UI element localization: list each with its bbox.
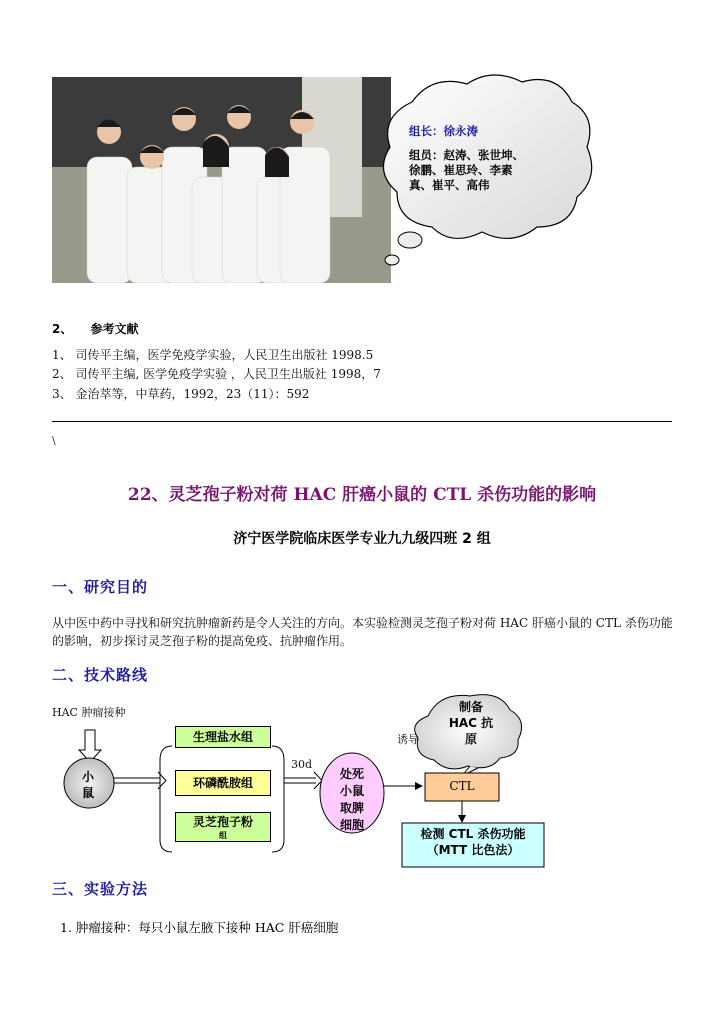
section-divider — [52, 421, 672, 422]
references-heading-number: 2、 — [52, 322, 73, 336]
team-members-line1: 组员：赵涛、张世坤、 — [409, 148, 524, 162]
diagram-kill-line1: 处死 — [339, 767, 364, 781]
article-title: 22、灵芝孢子粉对荷 HAC 肝癌小鼠的 CTL 杀伤功能的影响 — [127, 485, 597, 505]
diagram-prep-antigen-label — [436, 699, 506, 747]
reference-item-2: 2、 司传平主编, 医学免疫学实验 ，人民卫生出版社 1998，7 — [52, 367, 381, 381]
stray-mark: \ — [52, 434, 56, 447]
diagram-days-label: 30d — [291, 758, 313, 771]
diagram-induce-label: 诱导 — [397, 733, 419, 746]
team-leader: 组长：徐永涛 — [409, 124, 478, 138]
diagram-kill-line4: 细胞 — [339, 818, 364, 832]
reference-item-3: 3、 金治萃等，中草药，1992，23（11）：592 — [52, 387, 310, 401]
diagram-mouse-label — [82, 769, 94, 801]
group-ganoderma-line2: 组 — [219, 831, 227, 840]
diagram-detect-line1: 检测 CTL 杀伤功能 — [420, 827, 526, 841]
group-cyclophosphamide-box: 环磷酰胺组 — [175, 770, 271, 796]
references-heading-text: 参考文献 — [90, 322, 139, 336]
diagram-detect-line2: （MTT 比色法） — [426, 843, 520, 857]
group-ganoderma-line1: 灵芝孢子粉 — [192, 815, 253, 829]
diagram-kill-label — [330, 766, 374, 834]
reference-item-1: 1、 司传平主编，医学免疫学实验，人民卫生出版社 1998.5 — [52, 348, 374, 362]
diagram-kill-line2: 小鼠 — [339, 784, 364, 798]
references-heading — [52, 320, 139, 337]
diagram-kill-line3: 取脾 — [339, 801, 364, 815]
section-3-heading: 三、实验方法 — [52, 880, 149, 898]
team-members-line2: 徐鹏、崔思玲、李素 — [409, 163, 513, 177]
diagram-prep-line1: 制备 — [458, 700, 483, 714]
team-photo — [52, 77, 391, 283]
section-2-heading: 二、技术路线 — [52, 666, 149, 684]
diagram-inoculation-label: HAC 肿瘤接种 — [52, 706, 126, 719]
diagram-prep-line3: 原 — [464, 732, 477, 746]
diagram-ctl-label: CTL — [449, 779, 475, 793]
diagram-mouse-line2: 鼠 — [82, 786, 95, 800]
section-1-text: 从中医中药中寻找和研究抗肿瘤新药是令人关注的方向。本实验检测灵芝孢子粉对荷 HAC 肝癌小鼠的 CTL 杀伤功能的影响，初步探讨灵芝孢子粉的提高免疫、抗肿瘤作用。 — [52, 616, 673, 648]
diagram-detect-label — [402, 826, 544, 858]
article-subtitle: 济宁医学院临床医学专业九九级四班 2 组 — [233, 531, 491, 547]
diagram-mouse-line1: 小 — [82, 770, 95, 784]
section-3-item-1: 1. 肿瘤接种：每只小鼠左腋下接种 HAC 肝癌细胞 — [60, 920, 339, 935]
group-ganoderma-box — [175, 812, 271, 842]
team-photo-illustration — [52, 77, 391, 283]
team-members-line3: 真、崔平、高伟 — [409, 178, 490, 192]
group-saline-box: 生理盐水组 — [175, 726, 271, 748]
diagram-prep-line2: HAC 抗 — [448, 716, 494, 730]
section-1-heading: 一、研究目的 — [52, 578, 149, 596]
